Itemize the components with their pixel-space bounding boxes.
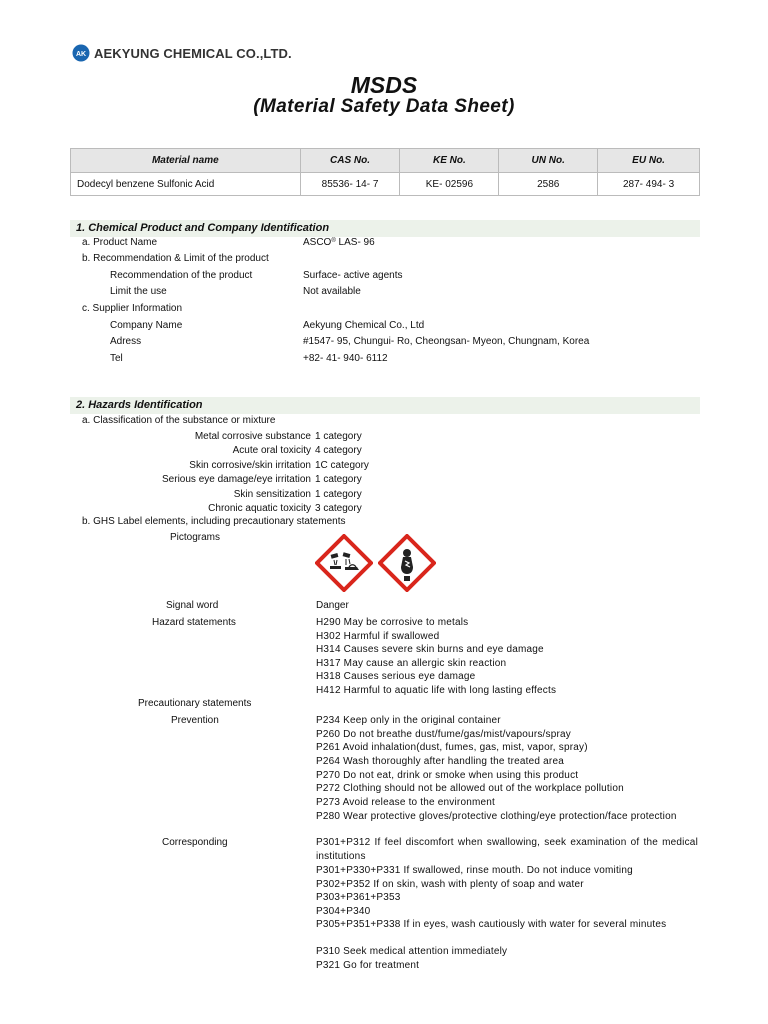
corrosion-pictogram-icon	[315, 534, 373, 592]
class-category: 1 category	[315, 489, 362, 500]
product-name-value: ASCO® LAS- 96	[303, 237, 375, 248]
prevention-statement: P260 Do not breathe dust/fume/gas/mist/vapours/spray	[316, 728, 571, 740]
hazard-statements-label: Hazard statements	[152, 617, 236, 628]
svg-text:AK: AK	[75, 51, 87, 58]
header-un-no: UN No.	[499, 149, 598, 173]
prevention-statement: P261 Avoid inhalation(dust, fumes, gas, mist, vapor, spray)	[316, 742, 588, 753]
material-table	[70, 148, 700, 196]
supplier-label: c. Supplier Information	[82, 303, 183, 314]
tel-value: +82- 41- 940- 6112	[303, 353, 388, 364]
cell-cas-no: 85536- 14- 7	[300, 173, 400, 196]
corresponding-statement: P302+P352 If on skin, wash with plenty of soap and water	[316, 878, 584, 890]
class-name: Skin corrosive/skin irritation	[189, 460, 311, 471]
hazard-statement: H318 Causes serious eye damage	[316, 671, 476, 682]
limit-value: Not available	[303, 286, 361, 297]
recommendation-label: b. Recommendation & Limit of the product	[82, 253, 269, 264]
document-subtitle: (Material Safety Data Sheet)	[253, 96, 515, 117]
signal-word-value: Danger	[316, 600, 349, 611]
corresponding-statement: P303+P361+P353	[316, 892, 401, 903]
document-title: MSDS	[350, 72, 418, 98]
class-name: Serious eye damage/eye irritation	[162, 474, 311, 485]
health-hazard-pictogram-icon	[378, 534, 436, 592]
class-name: Metal corrosive substance	[194, 431, 311, 442]
prevention-statement: P264 Wash thoroughly after handling the treated area	[316, 756, 564, 767]
hazard-statement: H317 May cause an allergic skin reaction	[316, 657, 507, 669]
header-ke-no: KE No.	[400, 149, 499, 173]
prevention-statement: P273 Avoid release to the environment	[316, 797, 495, 808]
precautionary-label: Precautionary statements	[138, 698, 252, 709]
hazard-statement: H302 Harmful if swallowed	[316, 630, 440, 642]
header-eu-no: EU No.	[598, 149, 700, 173]
prevention-statement: P280 Wear protective gloves/protective clothing/eye protection/face protection	[316, 810, 677, 822]
class-name: Skin sensitization	[233, 489, 311, 500]
corresponding-statement: P301+P330+P331 If swallowed, rinse mouth. Do not induce vomiting	[316, 865, 633, 876]
cell-un-no: 2586	[499, 173, 598, 196]
rec-product-label: Recommendation of the product	[110, 270, 253, 281]
ghs-label: b. GHS Label elements, including precautionary statements	[82, 516, 346, 527]
tel-label: Tel	[110, 353, 123, 364]
corresponding-statement: P321 Go for treatment	[316, 959, 420, 971]
company-value: Aekyung Chemical Co., Ltd	[303, 320, 425, 331]
class-category: 1 category	[315, 474, 362, 485]
classification-label: a. Classification of the substance or mixture	[82, 415, 276, 426]
class-category: 4 category	[315, 445, 362, 456]
class-name: Acute oral toxicity	[232, 445, 311, 456]
prevention-statement: P234 Keep only in the original container	[316, 715, 501, 726]
prevention-statement: P270 Do not eat, drink or smoke when using this product	[316, 769, 579, 781]
section-2-title: 2. Hazards Identification	[70, 397, 700, 414]
pictograms-label: Pictograms	[170, 532, 221, 543]
address-label: Adress	[110, 336, 142, 347]
header-material-name: Material name	[71, 149, 301, 173]
company-label: Company Name	[110, 320, 183, 331]
corresponding-statement: P301+P312 If feel discomfort when swallowing, seek examination of the medical institutions	[316, 837, 698, 862]
prevention-statement: P272 Clothing should not be allowed out of the workplace pollution	[316, 783, 624, 794]
rec-product-value: Surface- active agents	[303, 270, 403, 281]
corresponding-statement: P310 Seek medical attention immediately	[316, 946, 508, 957]
cell-ke-no: KE- 02596	[400, 173, 499, 196]
cell-eu-no: 287- 494- 3	[598, 173, 700, 196]
class-category: 1C category	[315, 460, 369, 471]
class-category: 1 category	[315, 431, 362, 442]
hazard-statement: H290 May be corrosive to metals	[316, 617, 469, 628]
company-logo-icon	[72, 44, 90, 62]
section-1-title: 1. Chemical Product and Company Identification	[70, 220, 700, 237]
class-category: 3 category	[315, 503, 362, 514]
cell-material-name: Dodecyl benzene Sulfonic Acid	[71, 173, 301, 196]
corresponding-statement: P305+P351+P338 If in eyes, wash cautiously with water for several minutes	[316, 919, 667, 930]
corresponding-statement: P304+P340	[316, 905, 371, 917]
limit-label: Limit the use	[110, 286, 167, 297]
class-name: Chronic aquatic toxicity	[208, 503, 311, 514]
signal-word-label: Signal word	[166, 600, 219, 611]
company-logo	[72, 44, 292, 62]
table-row	[71, 173, 700, 196]
header-cas-no: CAS No.	[300, 149, 400, 173]
hazard-statement: H314 Causes severe skin burns and eye damage	[316, 644, 544, 655]
table-header-row	[71, 149, 700, 173]
hazard-statement: H412 Harmful to aquatic life with long lasting effects	[316, 684, 557, 696]
product-name-label: a. Product Name	[82, 237, 158, 248]
prevention-label: Prevention	[171, 715, 219, 726]
corresponding-label: Corresponding	[162, 837, 228, 848]
address-value: #1547- 95, Chungui- Ro, Cheongsan- Myeon, Chungnam, Korea	[303, 336, 590, 347]
company-name: AEKYUNG CHEMICAL CO.,LTD.	[94, 45, 292, 61]
